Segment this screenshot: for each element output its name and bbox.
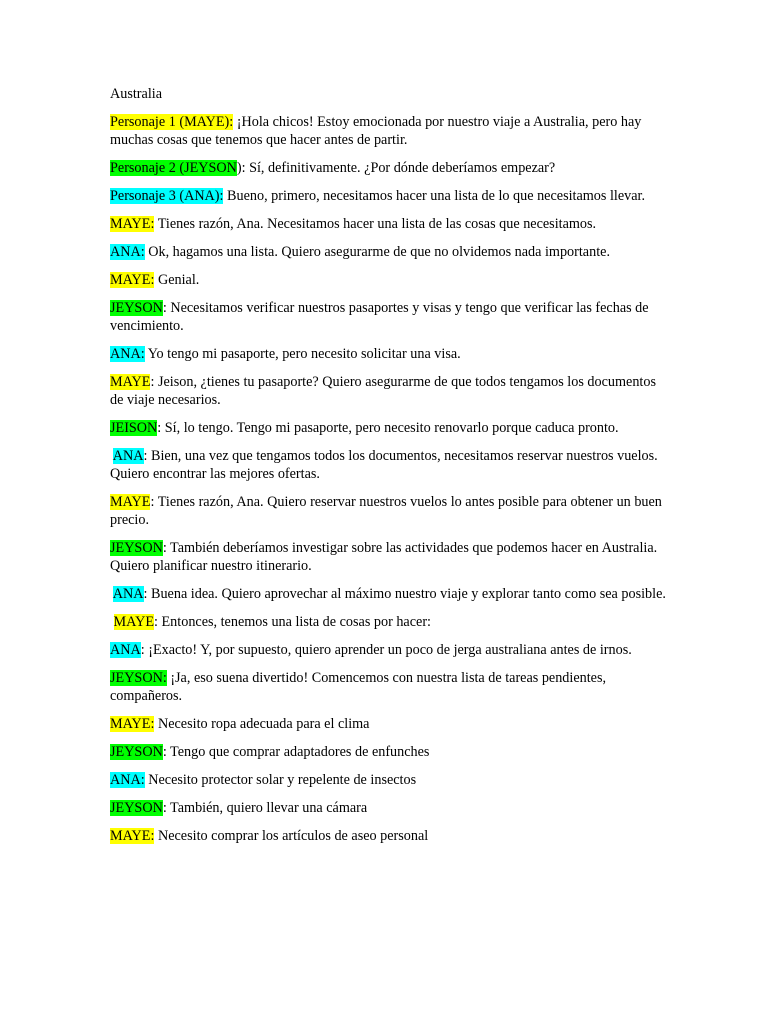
- dialogue-text: : Sí, lo tengo. Tengo mi pasaporte, pero necesito renovarlo porque caduca pronto.: [157, 420, 619, 436]
- speaker-label: MAYE: [110, 374, 151, 390]
- dialogue-line: [110, 493, 670, 529]
- speaker-label: JEYSON: [110, 300, 163, 316]
- dialogue-line: [110, 539, 670, 575]
- dialogue-line: [110, 113, 670, 149]
- dialogue-text: : Entonces, tenemos una lista de cosas por hacer:: [154, 614, 431, 630]
- dialogue-line: [110, 641, 670, 659]
- dialogue-text: : Tienes razón, Ana. Quiero reservar nuestros vuelos lo antes posible para obtener un buen precio.: [110, 494, 666, 528]
- dialogue-text: Yo tengo mi pasaporte, pero necesito solicitar una visa.: [144, 346, 461, 362]
- speaker-label: ANA:: [110, 244, 145, 260]
- speaker-label: JEYSON: [110, 744, 163, 760]
- speaker-label: ANA: [110, 642, 141, 658]
- dialogue-line: [110, 585, 670, 603]
- speaker-label: MAYE:: [110, 272, 155, 288]
- dialogue-text: ¡Hola chicos! Estoy emocionada por nuestro viaje a Australia, pero hay muchas cosas que tenemos que hacer antes de partir.: [110, 114, 645, 148]
- dialogue-line: [110, 419, 670, 437]
- dialogue-text: : También, quiero llevar una cámara: [162, 800, 368, 816]
- dialogue-line: [110, 215, 670, 233]
- dialogue-line: [110, 715, 670, 733]
- dialogue-text: ¡Ja, eso suena divertido! Comencemos con nuestra lista de tareas pendientes, compañeros.: [110, 670, 610, 704]
- document-page: [110, 85, 670, 855]
- dialogue-line: [110, 243, 670, 261]
- dialogue-line: [110, 187, 670, 205]
- dialogue-line: [110, 771, 670, 789]
- speaker-label: JEYSON: [110, 540, 163, 556]
- dialogue-text: Genial.: [154, 272, 200, 288]
- speaker-label: ANA: [112, 586, 144, 602]
- dialogue-text: : Tengo que comprar adaptadores de enfunches: [162, 744, 430, 760]
- dialogue-text: Tienes razón, Ana. Necesitamos hacer una lista de las cosas que necesitamos.: [154, 216, 597, 232]
- speaker-label: MAYE:: [110, 716, 155, 732]
- speaker-label: JEYSON: [110, 800, 163, 816]
- dialogue-line: [110, 743, 670, 761]
- dialogue-lead-space: [110, 614, 114, 630]
- dialogue-text: Ok, hagamos una lista. Quiero asegurarme de que no olvidemos nada importante.: [144, 244, 610, 260]
- speaker-label: ANA:: [110, 772, 145, 788]
- speaker-label: JEISON: [110, 420, 158, 436]
- dialogue-line: [110, 299, 670, 335]
- speaker-label: Personaje 2 (JEYSON: [110, 160, 237, 176]
- dialogue-text: : Bien, una vez que tengamos todos los documentos, necesitamos reservar nuestros vuelos. Quiero encontrar las mejores ofertas.: [110, 448, 662, 482]
- dialogue-text: : Necesitamos verificar nuestros pasaportes y visas y tengo que verificar las fechas de vencimiento.: [110, 300, 653, 334]
- speaker-label: Personaje 3 (ANA):: [110, 188, 224, 204]
- dialogue-list: [110, 113, 670, 845]
- dialogue-text: : Buena idea. Quiero aprovechar al máximo nuestro viaje y explorar tanto como sea posible.: [143, 586, 666, 602]
- dialogue-line: [110, 799, 670, 817]
- speaker-label: MAYE:: [110, 216, 155, 232]
- dialogue-line: [110, 827, 670, 845]
- speaker-label: MAYE: [113, 614, 155, 630]
- dialogue-text: : También deberíamos investigar sobre las actividades que podemos hacer en Australia. Quiero planificar nuestro itinerario.: [110, 540, 661, 574]
- dialogue-line: [110, 613, 670, 631]
- dialogue-text: Bueno, primero, necesitamos hacer una lista de lo que necesitamos llevar.: [223, 188, 646, 204]
- speaker-label: ANA:: [110, 346, 145, 362]
- dialogue-text: ): Sí, definitivamente. ¿Por dónde deberíamos empezar?: [236, 160, 556, 176]
- dialogue-line: [110, 373, 670, 409]
- dialogue-text: : Jeison, ¿tienes tu pasaporte? Quiero asegurarme de que todos tengamos los documentos de viaje necesarios.: [110, 374, 660, 408]
- speaker-label: MAYE:: [110, 828, 155, 844]
- dialogue-text: Necesito comprar los artículos de aseo personal: [154, 828, 429, 844]
- dialogue-line: [110, 669, 670, 705]
- dialogue-line: [110, 345, 670, 363]
- document-title: Australia: [110, 86, 163, 102]
- dialogue-line: [110, 159, 670, 177]
- dialogue-text: Necesito protector solar y repelente de insectos: [144, 772, 417, 788]
- dialogue-text: : ¡Exacto! Y, por supuesto, quiero aprender un poco de jerga australiana antes de irnos.: [140, 642, 632, 658]
- speaker-label: JEYSON:: [110, 670, 167, 686]
- speaker-label: Personaje 1 (MAYE):: [110, 114, 234, 130]
- dialogue-line: [110, 271, 670, 289]
- speaker-label: ANA: [112, 448, 144, 464]
- speaker-label: MAYE: [110, 494, 151, 510]
- dialogue-line: [110, 447, 670, 483]
- dialogue-text: Necesito ropa adecuada para el clima: [154, 716, 370, 732]
